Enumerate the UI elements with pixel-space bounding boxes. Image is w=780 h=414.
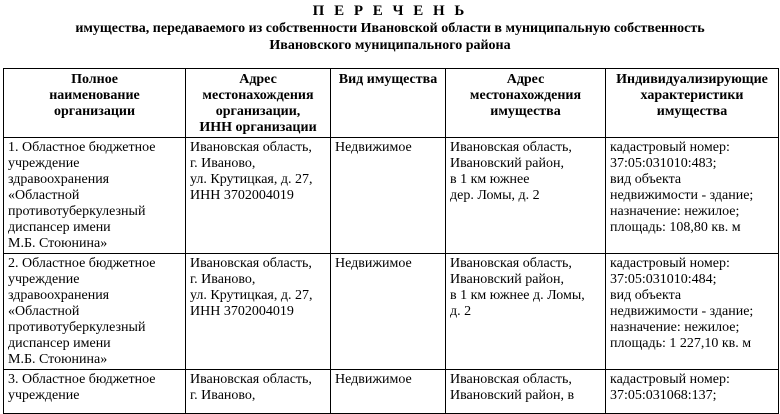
- cell-characteristics-line: площадь: 1 227,10 кв. м: [610, 336, 752, 351]
- cell-org-name-line: учреждение: [8, 272, 80, 287]
- cell-org-address-line: ИНН 3702004019: [190, 304, 294, 319]
- header-org-address-line: Адрес: [239, 72, 277, 87]
- cell-org-address-line: Ивановская область,: [190, 372, 312, 387]
- cell-characteristics-line: назначение: нежилое;: [610, 204, 740, 219]
- cell-org-name-line: М.Б. Стоюнина»: [8, 236, 108, 251]
- header-characteristics: [606, 69, 779, 138]
- header-org-address-line: организации,: [215, 104, 301, 119]
- cell-property-address-line: в 1 км южнее д. Ломы,: [450, 288, 585, 303]
- cell-characteristics-line: кадастровый номер:: [610, 256, 730, 271]
- table-row: [4, 370, 779, 414]
- cell-org-name-line: диспансер имени: [8, 220, 111, 235]
- cell-property-address-line: Ивановская область,: [450, 140, 572, 155]
- cell-org-name-line: противотуберкулезный: [8, 320, 146, 335]
- cell-property-type: [331, 370, 446, 414]
- cell-property-type-line: Недвижимое: [335, 372, 412, 387]
- table-row: [4, 138, 779, 254]
- header-org-name-line: Полное: [71, 72, 118, 87]
- cell-property-address-line: Ивановский район,: [450, 272, 564, 287]
- cell-property-type-line: Недвижимое: [335, 140, 412, 155]
- cell-characteristics: [606, 138, 779, 254]
- cell-property-address-line: Ивановская область,: [450, 372, 572, 387]
- cell-characteristics-line: вид объекта: [610, 172, 682, 187]
- property-table: [3, 68, 779, 414]
- cell-characteristics-line: 37:05:031010:483;: [610, 156, 717, 171]
- table-body: [4, 138, 779, 414]
- header-characteristics-line: Индивидуализирующие: [616, 72, 768, 87]
- cell-org-address: [186, 138, 331, 254]
- cell-characteristics: [606, 254, 779, 370]
- cell-org-address-line: г. Иваново,: [190, 156, 256, 171]
- header-org-name-line: организации: [53, 104, 136, 119]
- table-header-row: [4, 69, 779, 138]
- cell-org-name-line: противотуберкулезный: [8, 204, 146, 219]
- cell-org-name-line: М.Б. Стоюнина»: [8, 352, 108, 367]
- cell-characteristics-line: кадастровый номер:: [610, 140, 730, 155]
- document-title: П Е Р Е Ч Е Н Ь: [312, 3, 468, 19]
- cell-org-name-line: учреждение: [8, 156, 80, 171]
- cell-property-address-line: дер. Ломы, д. 2: [450, 188, 540, 203]
- header-property-address-line: местонахождения: [469, 88, 582, 103]
- cell-org-name-line: «Областной: [8, 304, 80, 319]
- cell-org-name: [4, 138, 186, 254]
- cell-org-name: [4, 254, 186, 370]
- header-characteristics-line: характеристики: [640, 88, 744, 103]
- cell-org-name-line: 1. Областное бюджетное: [8, 140, 156, 155]
- table-row: [4, 254, 779, 370]
- cell-org-name-line: 3. Областное бюджетное: [8, 372, 156, 387]
- cell-org-address-line: г. Иваново,: [190, 272, 256, 287]
- cell-characteristics: [606, 370, 779, 414]
- cell-characteristics-line: площадь: 108,80 кв. м: [610, 220, 741, 235]
- cell-org-address: [186, 370, 331, 414]
- cell-property-type: [331, 138, 446, 254]
- cell-org-name-line: диспансер имени: [8, 336, 111, 351]
- cell-org-name-line: «Областной: [8, 188, 80, 203]
- cell-org-address-line: г. Иваново,: [190, 388, 256, 403]
- cell-property-type-line: Недвижимое: [335, 256, 412, 271]
- header-property-address-line: Адрес: [506, 72, 545, 87]
- cell-characteristics-line: недвижимости - здание;: [610, 188, 754, 203]
- header-org-address-line: местонахождения: [202, 88, 314, 103]
- cell-org-name-line: здравоохранения: [8, 288, 110, 303]
- header-characteristics-line: имущества: [656, 104, 728, 119]
- cell-org-name-line: учреждение: [8, 388, 80, 403]
- cell-property-address-line: Ивановский район,: [450, 156, 564, 171]
- cell-characteristics-line: 37:05:031068:137;: [610, 388, 717, 403]
- cell-org-name: [4, 370, 186, 414]
- subtitle-line-2: Ивановского муниципального района: [269, 38, 511, 53]
- header-org-name: [4, 69, 186, 138]
- cell-org-address-line: Ивановская область,: [190, 140, 312, 155]
- header-org-address: [186, 69, 331, 138]
- cell-org-address-line: ул. Крутицкая, д. 27,: [190, 288, 313, 303]
- cell-org-name-line: здравоохранения: [8, 172, 110, 187]
- header-property-address: [446, 69, 606, 138]
- header-property-type: [331, 69, 446, 138]
- cell-characteristics-line: недвижимости - здание;: [610, 304, 754, 319]
- cell-org-address-line: Ивановская область,: [190, 256, 312, 271]
- cell-property-address-line: Ивановская область,: [450, 256, 572, 271]
- cell-org-address: [186, 254, 331, 370]
- cell-org-name-line: 2. Областное бюджетное: [8, 256, 156, 271]
- header-property-address-line: имущества: [490, 104, 561, 119]
- cell-property-address-line: Ивановский район, в: [450, 388, 575, 403]
- cell-org-address-line: ул. Крутицкая, д. 27,: [190, 172, 313, 187]
- cell-characteristics-line: 37:05:031010:484;: [610, 272, 717, 287]
- header-org-address-line: ИНН организации: [199, 120, 317, 135]
- cell-characteristics-line: назначение: нежилое;: [610, 320, 740, 335]
- header-org-name-line: наименование: [49, 88, 140, 103]
- cell-property-address: [446, 138, 606, 254]
- cell-characteristics-line: вид объекта: [610, 288, 682, 303]
- cell-property-address: [446, 254, 606, 370]
- cell-property-type: [331, 254, 446, 370]
- cell-property-address-line: д. 2: [450, 304, 472, 319]
- header-property-type-line: Вид имущества: [338, 72, 438, 87]
- document-subtitle: [20, 20, 760, 54]
- cell-org-address-line: ИНН 3702004019: [190, 188, 294, 203]
- cell-property-address: [446, 370, 606, 414]
- cell-characteristics-line: кадастровый номер:: [610, 372, 730, 387]
- cell-property-address-line: в 1 км южнее: [450, 172, 530, 187]
- subtitle-line-1: имущества, передаваемого из собственности Ивановской области в муниципальную собственность: [75, 21, 705, 36]
